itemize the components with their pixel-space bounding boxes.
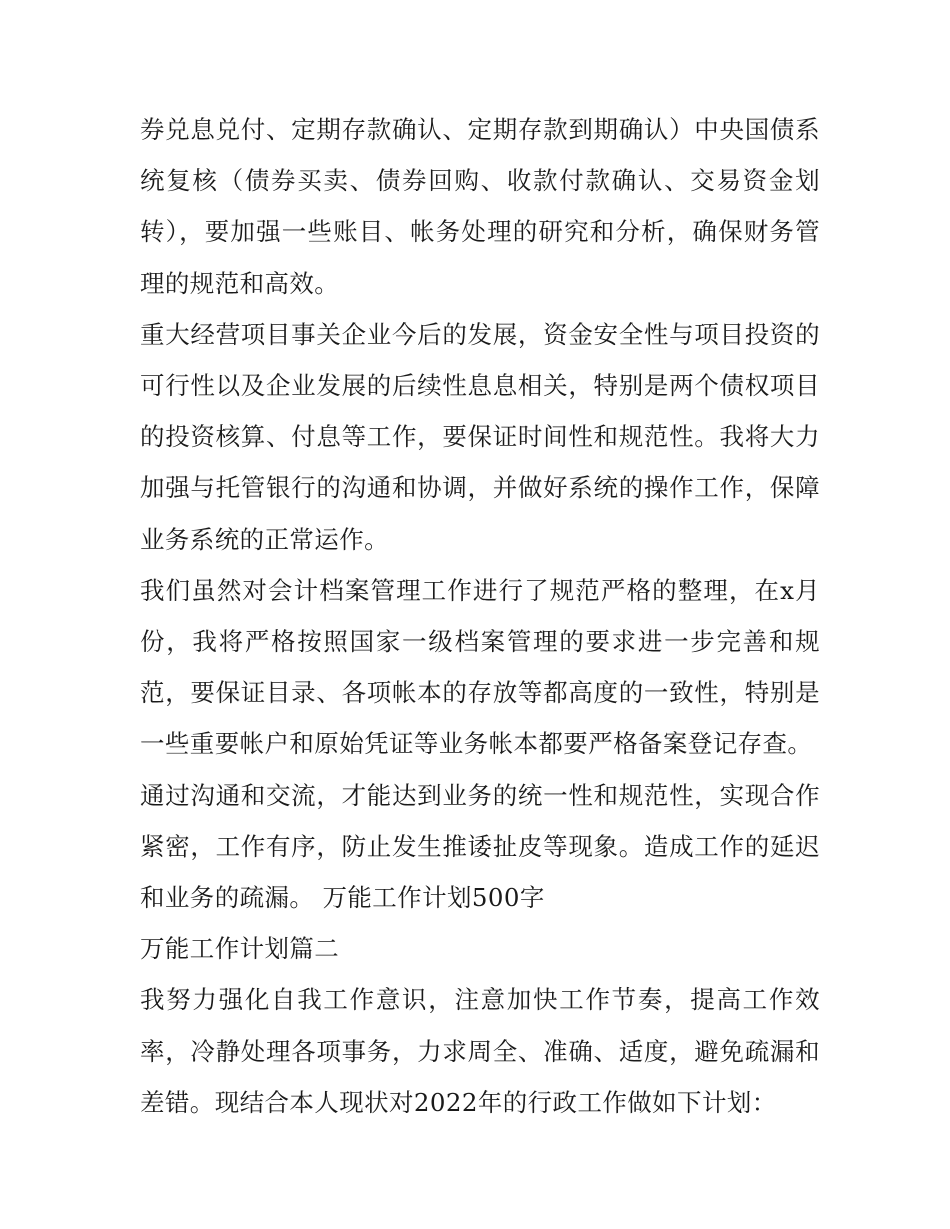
paragraph-major-projects: 重大经营项目事关企业今后的发展，资金安全性与项目投资的可行性以及企业发展的后续性息息相关，特别是两个债权项目的投资核算、付息等工作，要保证时间性和规范性。我将大力加强与托管银行的沟通和协调，并做好系统的操作工作，保障业务系统的正常运作。 [140,319,820,554]
paragraph-bond-settlement: 券兑息兑付、定期存款确认、定期存款到期确认）中央国债系统复核（债券买卖、债券回购、收款付款确认、交易资金划转），要加强一些账目、帐务处理的研究和分析，确保财务管理的规范和高效。 [140,115,820,298]
section-heading: 万能工作计划篇二 [140,934,340,964]
paragraph-archive-management: 我们虽然对会计档案管理工作进行了规范严格的整理，在x月份，我将严格按照国家一级档案管理的要求进一步完善和规范，要保证目录、各项帐本的存放等都高度的一致性，特别是一些重要帐户和原始凭证等业务帐本都要严格备案登记存查。 [140,575,820,759]
document-body [140,104,820,1128]
paragraph-communication: 通过沟通和交流，才能达到业务的统一性和规范性，实现合作紧密，工作有序，防止发生推诿扯皮等现象。造成工作的延迟和业务的疏漏。 万能工作计划500字 [140,780,820,913]
paragraph-work-plan-intro: 我努力强化自我工作意识，注意加快工作节奏，提高工作效率，冷静处理各项事务，力求周全、准确、适度，避免疏漏和差错。现结合本人现状对2022年的行政工作做如下计划： [140,985,820,1117]
